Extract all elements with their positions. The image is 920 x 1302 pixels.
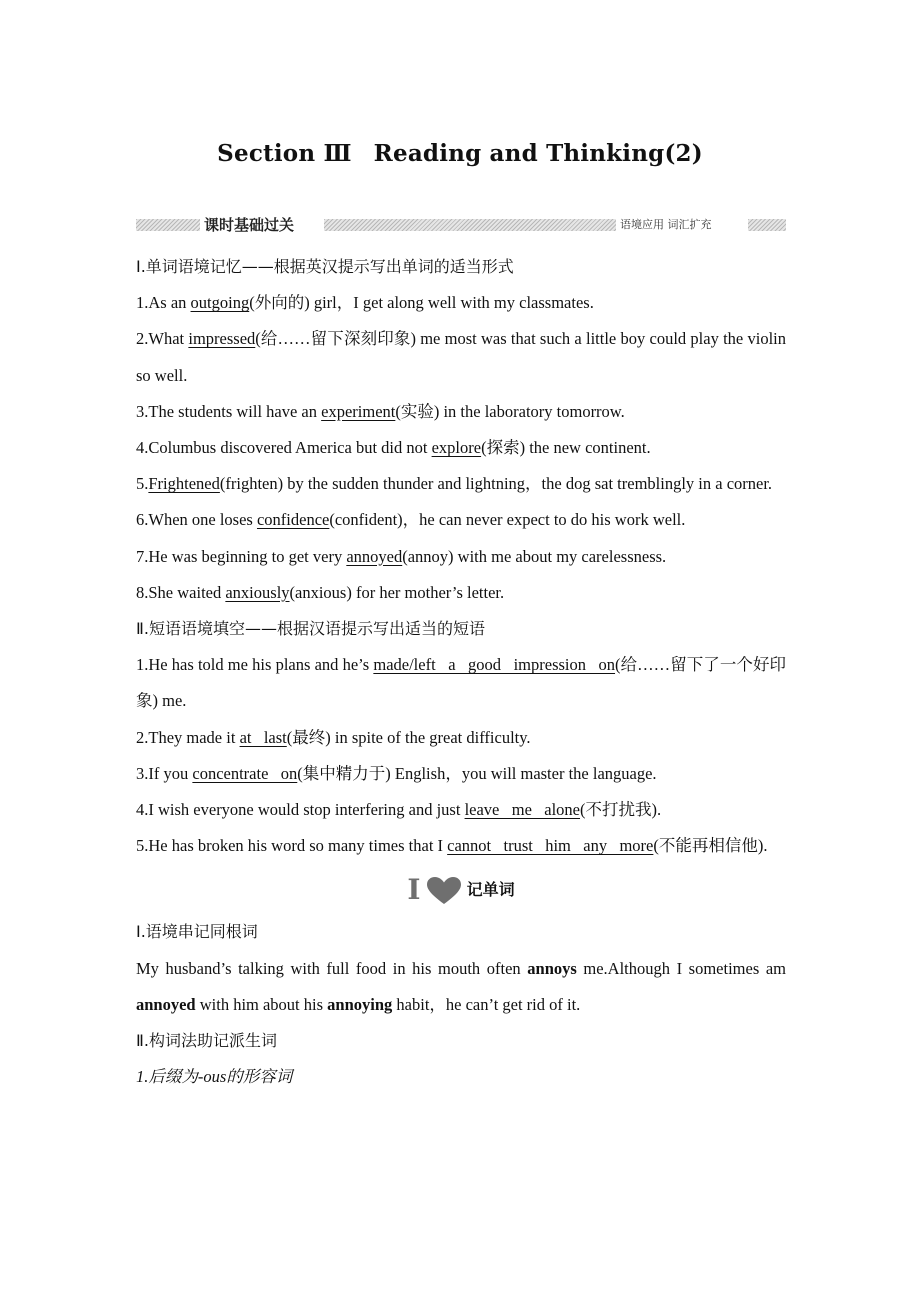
exercise-item <box>136 502 786 538</box>
exercise-item <box>136 575 786 611</box>
item-text: 4.I wish everyone would stop interfering and just <box>136 800 465 820</box>
item-text: 2.What <box>136 329 189 349</box>
memo-sub2-heading: Ⅱ.构词法助记派生词 <box>136 1031 277 1051</box>
item-text: 1.He has told me his plans and he’s <box>136 655 374 675</box>
exercise-item <box>136 647 786 719</box>
section1-items <box>136 285 786 611</box>
banner-label: 课时基础过关 <box>204 216 295 234</box>
exercise-item <box>136 466 786 502</box>
exercise-item <box>136 285 786 321</box>
item-text: 1.As an <box>136 293 191 313</box>
item-text: 5.He has broken his word so many times that I <box>136 836 448 856</box>
banner-hatch-left <box>136 219 200 231</box>
memo-header <box>136 864 786 914</box>
memo-bold-3: annoying <box>327 994 393 1014</box>
answer-blank: outgoing <box>190 293 250 313</box>
memo-sub1-paragraph <box>136 951 786 1023</box>
item-text: 5. <box>136 474 149 494</box>
item-text: 4.Columbus discovered America but did not <box>136 438 432 458</box>
memo-text-4: habit，he can’t get rid of it. <box>392 994 581 1014</box>
answer-blank: explore <box>431 438 482 458</box>
item-text: 7.He was beginning to get very <box>136 546 347 566</box>
section2-heading: Ⅱ.短语语境填空——根据汉语提示写出适当的短语 <box>136 619 485 639</box>
exercise-item <box>136 394 786 430</box>
exercise-item <box>136 430 786 466</box>
item-hint: (给……留下深刻印象) me most was that such a little boy could play the violin so well. <box>136 329 786 385</box>
title-section: Section Ⅲ <box>217 140 352 167</box>
answer-blank: impressed <box>188 329 256 349</box>
exercise-item <box>136 539 786 575</box>
memo-bold-1: annoys <box>527 958 577 978</box>
answer-blank: experiment <box>321 401 396 421</box>
item-text: 3.If you <box>136 763 193 783</box>
answer-blank: anxiously <box>225 582 290 602</box>
item-text: 8.She waited <box>136 582 226 602</box>
item-hint: (不打扰我). <box>580 800 662 820</box>
banner-hatch-right <box>748 219 786 231</box>
item-hint: (集中精力于) English，you will master the language. <box>297 763 657 783</box>
memo-sub1-heading: Ⅰ.语境串记同根词 <box>136 922 258 942</box>
answer-blank: leave me alone <box>464 800 581 820</box>
item-hint: (annoy) with me about my carelessness. <box>402 546 667 566</box>
answer-blank: concentrate on <box>192 763 298 783</box>
memo-text-3: with him about his <box>195 994 328 1014</box>
answer-blank: annoyed <box>346 546 403 566</box>
memo-text-2: me.Although I sometimes am <box>576 958 786 978</box>
banner-right-label: 语境应用 词汇扩充 <box>620 218 712 231</box>
memo-label: 记单词 <box>466 880 515 900</box>
exercise-content <box>136 249 786 1095</box>
memo-text-1: My husband’s talking with full food in his mouth often <box>136 958 528 978</box>
item-hint: (实验) in the laboratory tomorrow. <box>395 401 625 421</box>
item-hint: (frighten) by the sudden thunder and lightning，the dog sat tremblingly in a corner. <box>219 474 773 494</box>
memo-bold-2: annoyed <box>136 994 196 1014</box>
title-topic: Reading and Thinking(2) <box>373 140 703 167</box>
answer-blank: made/left a good impression on <box>373 655 616 675</box>
item-text: 2.They made it <box>136 727 240 747</box>
banner-hatch-middle <box>324 219 616 231</box>
item-hint: (给……留下了一个好印象) me. <box>136 655 787 711</box>
exercise-item <box>136 720 786 756</box>
item-hint: (不能再相信他). <box>653 836 768 856</box>
item-hint: (最终) in spite of the great difficulty. <box>286 727 531 747</box>
answer-blank: cannot trust him any more <box>447 836 654 856</box>
exercise-item <box>136 321 786 393</box>
section1-heading: Ⅰ.单词语境记忆——根据英汉提示写出单词的适当形式 <box>136 257 514 276</box>
exercise-item <box>136 828 786 864</box>
heart-icon <box>427 877 461 905</box>
item-hint: (confident)，he can never expect to do his work well. <box>329 510 686 530</box>
item-hint: (外向的) girl，I get along well with my classmates. <box>249 293 594 313</box>
exercise-item <box>136 756 786 792</box>
answer-blank: confidence <box>256 510 330 530</box>
answer-blank: at last <box>239 727 287 747</box>
item-hint: (anxious) for her mother’s letter. <box>289 582 505 602</box>
item-text: 3.The students will have an <box>136 401 322 421</box>
answer-blank: Frightened <box>148 474 220 494</box>
memo-letter: I <box>407 873 421 907</box>
item-hint: (探索) the new continent. <box>481 438 651 458</box>
memo-sub2-item: 1.后缀为-ous的形容词 <box>136 1067 293 1087</box>
exercise-item <box>136 792 786 828</box>
page-title <box>0 140 920 167</box>
section-banner <box>136 215 786 235</box>
item-text: 6.When one loses <box>136 510 257 530</box>
section2-items <box>136 647 786 864</box>
